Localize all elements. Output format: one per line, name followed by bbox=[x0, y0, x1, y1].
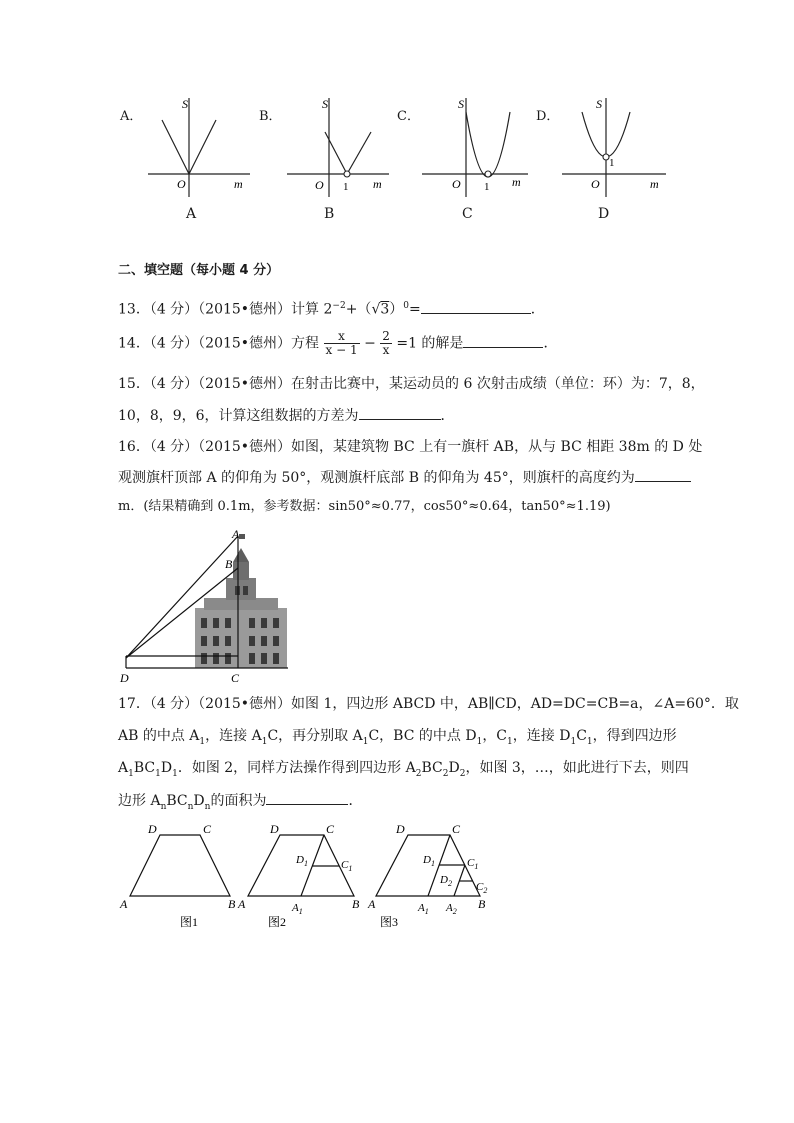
answer-blank[interactable] bbox=[635, 467, 691, 482]
point-b-label: B bbox=[225, 557, 233, 571]
figure-16 bbox=[118, 526, 290, 688]
figure-17-3 bbox=[367, 822, 487, 929]
question-14: 14．（4 分）（2015•德州）方程 $\frac{x}{x - 1}$ − $\frac{2}{x}$ =1 的解是 ． bbox=[118, 329, 558, 357]
figure-17-2 bbox=[237, 822, 360, 929]
svg-text:1: 1 bbox=[343, 181, 349, 193]
svg-text:C1: $C_1$ bbox=[467, 857, 479, 871]
svg-text:D1: $D_1$ bbox=[423, 854, 435, 868]
svg-text:1: 1 bbox=[609, 157, 615, 169]
svg-text:C: C bbox=[452, 822, 461, 836]
section-title: 二、填空题（每小题 4 分） bbox=[118, 263, 280, 278]
svg-text:B: B bbox=[478, 897, 486, 911]
svg-text:D: D bbox=[270, 822, 279, 836]
question-15-line1: 15．（4 分）（2015•德州）在射击比赛中，某运动员的 6 次射击成绩（单位：环）为：7，8， bbox=[118, 376, 705, 392]
svg-text:C: C bbox=[203, 822, 212, 836]
svg-text:A2: $A_2$ bbox=[446, 902, 457, 916]
graph-b bbox=[279, 92, 399, 202]
graph-c bbox=[418, 92, 538, 202]
question-16-line3: m．(结果精确到 0.1m，参考数据：sin50°≈0.77，cos50°≈0.64，tan50°≈1.19) bbox=[118, 499, 611, 514]
svg-text:图1: 图1 bbox=[180, 915, 199, 929]
point-d-label: D bbox=[120, 671, 129, 685]
svg-text:O: O bbox=[591, 177, 600, 191]
axis-x-label: m bbox=[234, 177, 243, 191]
option-c-letter: C． bbox=[397, 109, 420, 124]
svg-text:m: m bbox=[512, 175, 521, 189]
svg-text:S: S bbox=[596, 97, 602, 111]
svg-text:1: 1 bbox=[484, 181, 490, 193]
figure-17 bbox=[112, 818, 502, 936]
option-a-caption: A bbox=[186, 206, 197, 222]
answer-blank[interactable] bbox=[421, 299, 531, 314]
svg-text:B: B bbox=[228, 897, 236, 911]
svg-text:C1: $C_1$ bbox=[341, 859, 353, 873]
option-a-letter: A． bbox=[120, 109, 143, 124]
answer-blank[interactable] bbox=[359, 405, 441, 420]
svg-text:A: A bbox=[368, 897, 376, 911]
question-17-line3: $A_1BC_1D_1$．如图 2，同样方法操作得到四边形 $A_2BC_2D_2$，如图 3，…，如此进行下去，则四 bbox=[118, 760, 689, 779]
point-a-label: A bbox=[232, 527, 240, 541]
point-c-label: C bbox=[231, 671, 240, 685]
svg-text:C2: $C_2$ bbox=[476, 881, 488, 895]
question-16-line1: 16．（4 分）（2015•德州）如图，某建筑物 BC 上有一旗杆 AB，从与 BC 相距 38m 的 D 处 bbox=[118, 439, 703, 455]
question-16-line2: 观测旗杆顶部 A 的仰角为 50°，观测旗杆底部 B 的仰角为 45°，则旗杆的高度约为 bbox=[118, 467, 691, 488]
svg-text:O: O bbox=[452, 177, 461, 191]
answer-blank[interactable] bbox=[266, 790, 348, 805]
svg-text:A1: $A_1$ bbox=[292, 902, 303, 916]
svg-text:B: B bbox=[352, 897, 360, 911]
building-image bbox=[195, 534, 287, 668]
answer-blank[interactable] bbox=[463, 333, 543, 348]
graph-d bbox=[556, 92, 676, 202]
svg-text:O: O bbox=[315, 178, 324, 192]
question-13: 13．（4 分）（2015•德州）计算 $2^{-2}+(√3)^0=$ ． bbox=[118, 296, 545, 320]
question-17-line1: 17．（4 分）（2015•德州）如图 1，四边形 ABCD 中，AB∥CD，AD=DC=CB=a，∠A=60°．取 bbox=[118, 696, 739, 712]
svg-text:D2: $D_2$ bbox=[440, 874, 452, 888]
svg-text:图2: 图2 bbox=[268, 915, 287, 929]
svg-text:D: D bbox=[396, 822, 405, 836]
svg-text:D1: $D_1$ bbox=[296, 854, 308, 868]
svg-text:A: A bbox=[120, 897, 128, 911]
svg-text:S: S bbox=[458, 97, 464, 111]
svg-text:S: S bbox=[322, 97, 328, 111]
option-d-caption: D bbox=[598, 206, 610, 222]
svg-text:图3: 图3 bbox=[380, 915, 399, 929]
svg-text:m: m bbox=[373, 177, 382, 191]
question-15-line2: 10，8，9，6，计算这组数据的方差为 ． bbox=[118, 405, 455, 426]
fraction-2: $\frac{2}{x}$ bbox=[382, 329, 390, 357]
origin-label: O bbox=[177, 177, 186, 191]
graph-a bbox=[140, 92, 260, 202]
svg-text:A1: $A_1$ bbox=[418, 902, 429, 916]
option-d-letter: D． bbox=[536, 109, 560, 124]
svg-text:m: m bbox=[650, 177, 659, 191]
fraction-1: $\frac{x}{x - 1}$ bbox=[325, 329, 358, 357]
figure-17-1 bbox=[119, 822, 236, 929]
option-b-letter: B． bbox=[259, 109, 282, 124]
question-17-line4: 边形 $A_nBC_nD_n$的面积为 ． bbox=[118, 790, 362, 817]
svg-text:A: A bbox=[238, 897, 246, 911]
option-b-caption: B bbox=[324, 206, 335, 222]
svg-text:D: D bbox=[148, 822, 157, 836]
axis-y-label: S bbox=[182, 97, 188, 111]
option-c-caption: C bbox=[462, 206, 473, 222]
svg-text:C: C bbox=[326, 822, 335, 836]
question-17-line2: AB 的中点 $A_1$，连接 $A_1C$，再分别取 $A_1C$，BC 的中点 $D_1$，$C_1$，连接 $D_1C_1$，得到四边形 bbox=[118, 728, 677, 747]
